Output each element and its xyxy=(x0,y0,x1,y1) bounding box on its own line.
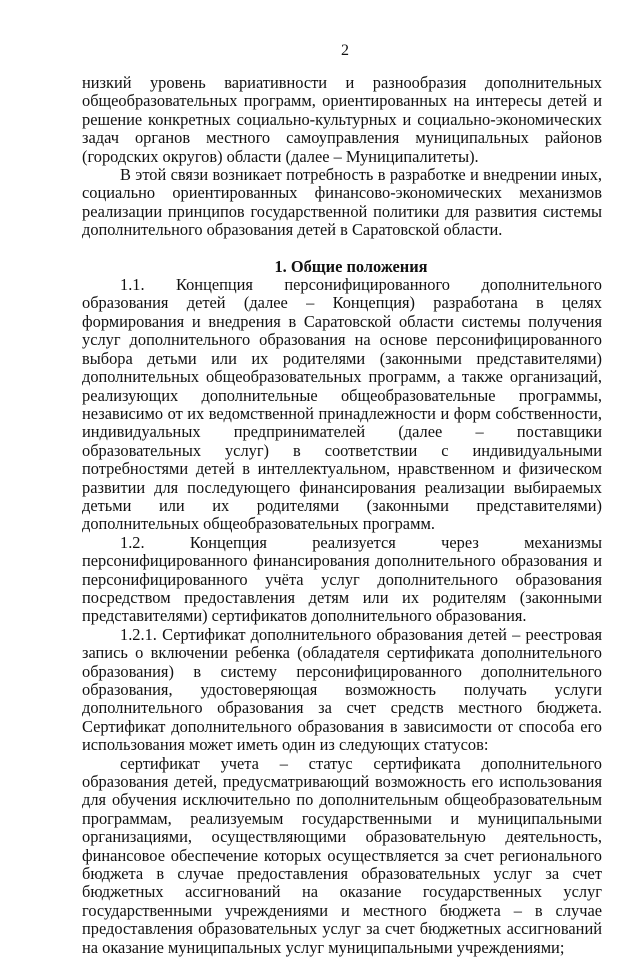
section-heading: 1. Общие положения xyxy=(274,256,428,276)
page-number: 2 xyxy=(341,42,349,59)
paragraph-1-1: 1.1. Концепция персонифицированного дополнительного образования детей (далее – Концепция) разработана в целях формирования и внедрения в Саратовской области системы получения услуг дополнительного образования на основе персонифицированного выбора детьми или их родителями (законными представителями) дополнительных общеобразовательных программ, а также организаций, реализующих дополнительные общеобразовательные программы, независимо от их ведомственной принадлежности и форм собственности, индивидуальных предпринимателей (далее – поставщики образовательных услуг) в соответствии с индивидуальными потребностями детей в интеллектуальном, нравственном и физическом развитии для последующего финансирования реализации выбираемых детьми или их родителями (законными представителями) дополнительных общеобразовательных программ. xyxy=(82,275,602,534)
paragraph-continuation: низкий уровень вариативности и разнообразия дополнительных общеобразовательных программ, ориентированных на интересы детей и решение конкретных социально-культурных и социально-экономических задач органов местного самоуправления муниципальных районов (городских округов) области (далее – Муниципалитеты). xyxy=(82,73,602,166)
paragraph-1-2: 1.2. Концепция реализуется через механизмы персонифицированного финансирования дополнительного образования и персонифицированного учёта услуг дополнительного образования посредством предоставления детям или их родителям (законными представителями) сертификатов дополнительного образования. xyxy=(82,532,602,626)
paragraph-1-2-1: 1.2.1. Сертификат дополнительного образования детей – реестровая запись о включении ребенка (обладателя сертификата дополнительного образования) в систему персонифицированного дополнительного образования, удостоверяющая возможность получать услуги дополнительного образования за счет средств местного бюджета. Сертификат дополнительного образования в зависимости от способа его использования может иметь один из следующих статусов: xyxy=(82,624,602,755)
paragraph-certificate-status: сертификат учета – статус сертификата дополнительного образования детей, предусматривающий возможность его использования для обучения исключительно по дополнительным общеобразовательным программам, реализуемым государственными и муниципальными организациями, осуществляющими образовательную деятельность, финансовое обеспечение которых осуществляется за счет регионального бюджета в случае предоставления образовательных услуг за счет бюджетных ассигнований на оказание государственных услуг государственными учреждениями и местного бюджета – в случае предоставления образовательных услуг за счет бюджетных ассигнований на оказание муниципальных услуг муниципальными учреждениями; xyxy=(82,753,602,957)
paragraph-need: В этой связи возникает потребность в разработке и внедрении иных, социально ориентированных финансово-экономических механизмов реализации принципов государственной политики для развития системы дополнительного образования детей в Саратовской области. xyxy=(82,165,602,240)
